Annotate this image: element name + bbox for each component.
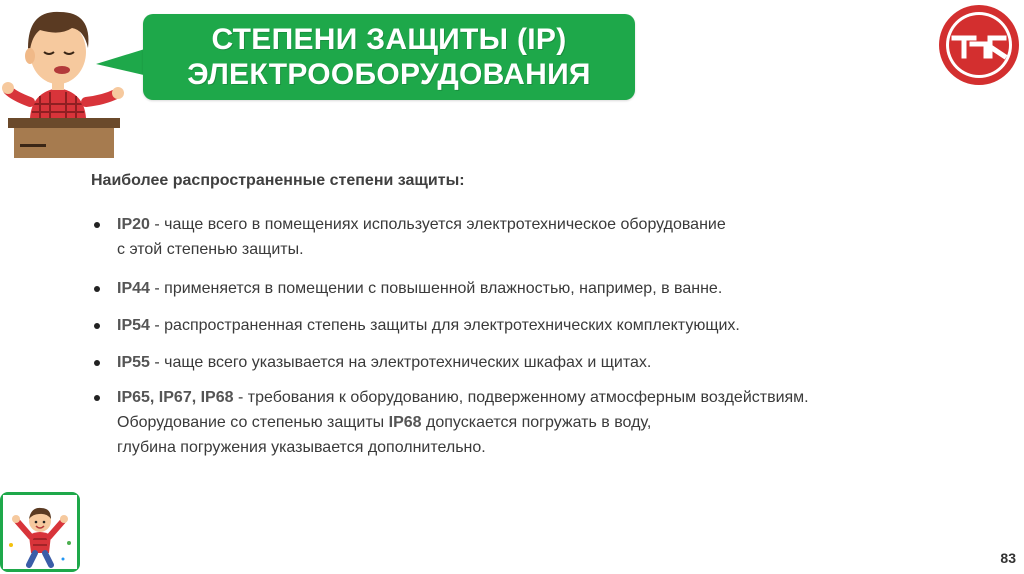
content-heading: Наиболее распространенные степени защиты: xyxy=(91,172,465,189)
ip-code: IP44 xyxy=(117,280,150,297)
item-text: - чаще всего в помещениях используется электротехническое оборудование xyxy=(154,216,726,233)
ip-code: IP54 xyxy=(117,317,150,334)
item-text-prefix: Оборудование со степенью защиты xyxy=(117,414,385,431)
title-line-2: ЭЛЕКТРООБОРУДОВАНИЯ xyxy=(187,58,591,91)
item-text: - требования к оборудованию, подверженному атмосферным воздействиям. xyxy=(237,389,809,406)
bullet-icon xyxy=(94,360,100,366)
ip-code-inline: IP68 xyxy=(388,414,422,431)
ip-code: IP65, IP67, IP68 xyxy=(117,389,234,406)
bullet-icon xyxy=(94,286,100,292)
item-text: - применяется в помещении с повышенной влажностью, например, в ванне. xyxy=(154,280,723,297)
item-text: - чаще всего указывается на электротехнических шкафах и щитах. xyxy=(154,354,652,371)
item-text-suffix: допускается погружать в воду, xyxy=(426,414,652,431)
bullet-icon xyxy=(94,222,100,228)
title-line-1: СТЕПЕНИ ЗАЩИТЫ (IP) xyxy=(211,23,567,56)
corner-badge xyxy=(0,492,80,572)
item-text-continued: с этой степенью защиты. xyxy=(117,241,304,258)
boy-jumping-icon xyxy=(3,495,77,569)
item-text-continued: глубина погружения указывается дополнительно. xyxy=(117,439,486,456)
ip-code: IP55 xyxy=(117,354,150,371)
bullet-icon xyxy=(94,323,100,329)
page-number: 83 xyxy=(1000,550,1016,566)
item-text: - распространенная степень защиты для электротехнических комплектующих. xyxy=(154,317,740,334)
bullet-icon xyxy=(94,395,100,401)
ip-code: IP20 xyxy=(117,216,150,233)
